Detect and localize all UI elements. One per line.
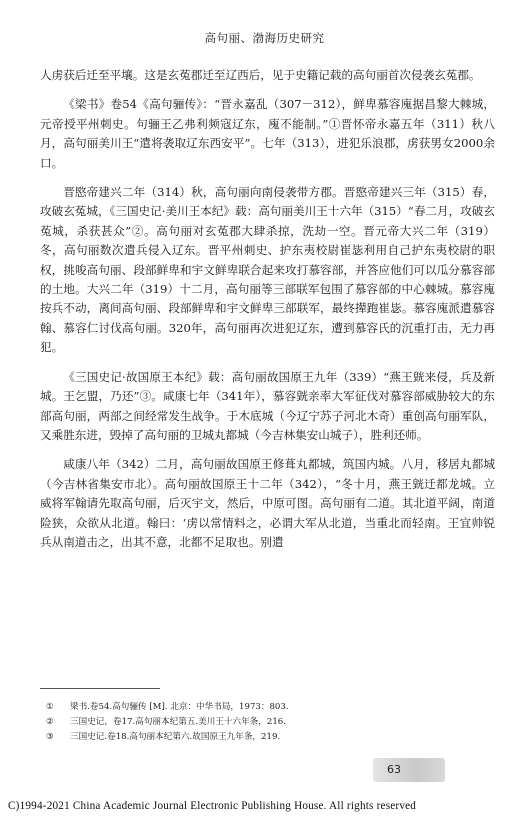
footnotes: [46, 700, 486, 745]
page-number-badge: [373, 758, 445, 782]
paragraph: 晋愍帝建兴二年（314）秋，高句丽向南侵袭带方郡。晋愍帝建兴三年（315）春，攻破玄菟城，《三国史记·美川王本纪》载：高句丽美川王十六年（315）“春二月，攻破玄菟城，杀获甚众”②。高句丽对玄菟郡大肆杀掠，洗劫一空。晋元帝大兴二年（319）冬，高句丽数次遣兵侵入辽东。晋平州刺史、护东夷校尉崔毖利用自己护东夷校尉的职权，挑唆高句丽、段部鲜卑和宇文鲜卑联合起来攻打慕容部，并答应他们可以瓜分慕容部的土地。大兴二年（319）十二月，高句丽等三部联军包围了慕容部的中心棘城。慕容廆按兵不动，离间高句丽、段部鲜卑和宇文鲜卑三部联军，最终撵跑崔毖。慕容廆派遣慕容翰、慕容仁讨伐高句丽。320年，高句丽再次进犯辽东，遭到慕容氏的沉重打击，无力再犯。: [40, 185, 495, 355]
footnote-text: 三国史记，卷17.高句丽本纪第五.美川王十六年条，216.: [70, 717, 287, 727]
footnote-mark: ③: [46, 732, 54, 742]
paragraph: 《梁书》卷54《高句骊传》：“晋永嘉乱（307－312），鲜卑慕容廆据昌黎大棘城，元帝授平州刺史。句骊王乙弗利频寇辽东，廆不能制。”①晋怀帝永嘉五年（311）秋八月，高句丽美川王“遣将袭取辽东西安平”。七年（313），进犯乐浪郡，虏获男女2000余口。: [40, 97, 495, 170]
copyright-notice: C)1994-2021 China Academic Journal Electronic Publishing House. All rights reserved: [8, 800, 417, 812]
footnote: [46, 715, 486, 730]
footnote-divider: [40, 688, 160, 689]
footnote: [46, 730, 486, 745]
footnote-mark: ①: [46, 702, 54, 712]
paragraph: 咸康八年（342）二月，高句丽故国原王修葺丸都城，筑国内城。八月，移居丸都城（今吉林省集安市北）。高句丽故国原王十二年（342），“冬十月，燕王皝迁都龙城。立威将军翰请先取高句丽，后灭宇文，然后，中原可图。高句丽有二道。其北道平阔，南道险狭，众欲从北道。翰曰：‘虏以常情料之，必谓大军从北道，当重北而轻南。王宜帅锐兵从南道击之，出其不意，北都不足取也。别遣: [40, 457, 495, 549]
paragraph: 人虏获后迁至平壤。这是玄菟郡迁至辽西后，见于史籍记载的高句丽首次侵袭玄菟郡。: [40, 68, 481, 82]
running-header: 高句丽、渤海历史研究: [204, 31, 325, 45]
paragraph: 《三国史记·故国原王本纪》载：高句丽故国原王九年（339）“燕王皝来侵，兵及新城。王乞盟，乃还”③。咸康七年（341年），慕容皝亲率大军征伐对慕容部威胁较大的东部高句丽，两部之间经常发生战争。于木底城（今辽宁苏子河北木奇）重创高句丽军队，又乘胜东进，毁掉了高句丽的卫城丸都城（今吉林集安山城子），胜利还师。: [40, 369, 495, 442]
footnote-text: 梁书.卷54.高句骊传 [M]. 北京：中华书局，1973：803.: [70, 702, 289, 712]
page-number: 63: [387, 763, 401, 776]
footnote-mark: ②: [46, 717, 54, 727]
footnote-text: 三国史记.卷18.高句丽本纪第六.故国原王九年条，219.: [70, 732, 281, 742]
body-text: [40, 66, 495, 562]
footnote: [46, 700, 486, 715]
